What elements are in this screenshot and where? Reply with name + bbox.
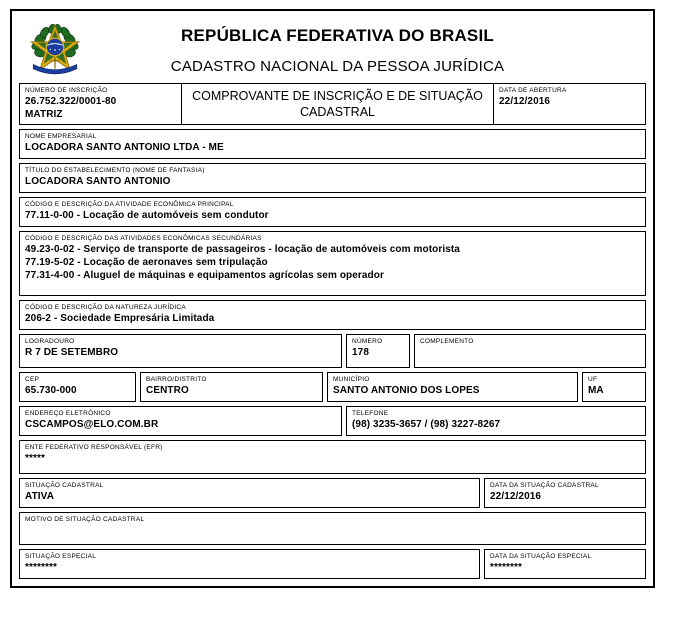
field-value: 26.752.322/0001-80 — [25, 96, 117, 107]
field-atividade-economica-principal — [19, 197, 646, 227]
field-label: ENTE FEDERATIVO RESPONSÁVEL (EFR) — [25, 444, 163, 451]
field-value: 22/12/2016 — [499, 96, 551, 107]
field-label: NOME EMPRESARIAL — [25, 133, 97, 140]
field-label: NÚMERO — [352, 338, 383, 345]
field-data-situacao-cadastral — [484, 478, 646, 508]
list-item: 77.19-5-02 - Locação de aeronaves sem tripulação — [25, 257, 268, 268]
field-label: UF — [588, 376, 598, 383]
field-value: R 7 DE SETEMBRO — [25, 347, 119, 358]
field-value: 178 — [352, 347, 369, 358]
field-logradouro — [19, 334, 342, 368]
field-situacao-cadastral — [19, 478, 480, 508]
field-data-abertura — [493, 83, 646, 125]
field-value: 65.730-000 — [25, 385, 77, 396]
document-title-text: COMPROVANTE DE INSCRIÇÃO E DE SITUAÇÃO CADASTRAL — [192, 89, 483, 119]
row-atividade-principal — [19, 197, 646, 227]
field-label: CÓDIGO E DESCRIÇÃO DAS ATIVIDADES ECONÔMICAS SECUNDÁRIAS — [25, 235, 262, 242]
field-value: 206-2 - Sociedade Empresária Limitada — [25, 313, 215, 324]
field-label: CÓDIGO E DESCRIÇÃO DA NATUREZA JURÍDICA — [25, 304, 186, 311]
header-titles — [91, 19, 646, 75]
field-label: MUNICÍPIO — [333, 376, 370, 383]
document-sheet — [10, 9, 655, 588]
field-endereco-eletronico — [19, 406, 342, 436]
field-label: TÍTULO DO ESTABELECIMENTO (NOME DE FANTASIA) — [25, 167, 205, 174]
document-type-title — [181, 83, 494, 125]
field-label: DATA DE ABERTURA — [499, 87, 567, 94]
row-endereco — [19, 334, 646, 368]
field-municipio — [327, 372, 578, 402]
field-uf — [582, 372, 646, 402]
field-bairro-distrito — [140, 372, 323, 402]
row-contato — [19, 406, 646, 436]
row-titulo-estabelecimento — [19, 163, 646, 193]
field-value: LOCADORA SANTO ANTONIO — [25, 176, 171, 187]
list-item: 49.23-0-02 - Serviço de transporte de passageiros - locação de automóveis com motorista — [25, 244, 460, 255]
brazil-coat-of-arms-icon — [29, 21, 81, 77]
field-value: ***** — [25, 453, 45, 464]
field-ente-federativo-responsavel — [19, 440, 646, 474]
field-titulo-estabelecimento — [19, 163, 646, 193]
field-numero-inscricao — [19, 83, 182, 125]
identification-row — [19, 83, 646, 125]
row-nome-empresarial — [19, 129, 646, 159]
field-motivo-situacao-cadastral — [19, 512, 646, 545]
field-telefone — [346, 406, 646, 436]
row-atividades-secundarias — [19, 231, 646, 296]
field-label: LOGRADOURO — [25, 338, 75, 345]
field-natureza-juridica — [19, 300, 646, 330]
field-value-tipo: MATRIZ — [25, 109, 63, 120]
document-header — [19, 17, 646, 83]
field-value: CENTRO — [146, 385, 189, 396]
field-value: ******** — [25, 562, 57, 573]
status-badge: ATIVA — [25, 491, 55, 502]
field-label: COMPLEMENTO — [420, 338, 474, 345]
row-efr — [19, 440, 646, 474]
field-value: ******** — [490, 562, 522, 573]
field-value: LOCADORA SANTO ANTONIO LTDA - ME — [25, 142, 224, 153]
emblem-container — [19, 19, 91, 77]
field-value: 22/12/2016 — [490, 491, 542, 502]
field-data-situacao-especial — [484, 549, 646, 579]
field-complemento — [414, 334, 646, 368]
field-value: 77.11-0-00 - Locação de automóveis sem condutor — [25, 210, 269, 221]
row-natureza-juridica — [19, 300, 646, 330]
page-title: REPÚBLICA FEDERATIVA DO BRASIL — [181, 26, 494, 45]
field-value: MA — [588, 385, 604, 396]
field-label: SITUAÇÃO CADASTRAL — [25, 482, 104, 489]
field-nome-empresarial — [19, 129, 646, 159]
list-item: 77.31-4-00 - Aluguel de máquinas e equipamentos agrícolas sem operador — [25, 270, 384, 281]
field-atividades-economicas-secundarias — [19, 231, 646, 296]
field-label: CEP — [25, 376, 40, 383]
row-situacao-especial — [19, 549, 646, 579]
field-label: ENDEREÇO ELETRÔNICO — [25, 410, 111, 417]
field-label: TELEFONE — [352, 410, 389, 417]
field-label: SITUAÇÃO ESPECIAL — [25, 553, 97, 560]
field-numero — [346, 334, 410, 368]
page-subtitle: CADASTRO NACIONAL DA PESSOA JURÍDICA — [170, 58, 505, 75]
field-label: DATA DA SITUAÇÃO ESPECIAL — [490, 553, 592, 560]
field-label: CÓDIGO E DESCRIÇÃO DA ATIVIDADE ECONÔMICA PRINCIPAL — [25, 201, 234, 208]
field-cep — [19, 372, 136, 402]
row-motivo-situacao — [19, 512, 646, 545]
field-value: CSCAMPOS@ELO.COM.BR — [25, 419, 159, 430]
field-value: SANTO ANTONIO DOS LOPES — [333, 385, 480, 396]
field-label: NÚMERO DE INSCRIÇÃO — [25, 87, 108, 94]
field-label: DATA DA SITUAÇÃO CADASTRAL — [490, 482, 599, 489]
field-situacao-especial — [19, 549, 480, 579]
field-value: (98) 3235-3657 / (98) 3227-8267 — [352, 419, 501, 430]
row-localidade — [19, 372, 646, 402]
field-label: MOTIVO DE SITUAÇÃO CADASTRAL — [25, 516, 145, 523]
row-situacao-cadastral — [19, 478, 646, 508]
field-label: BAIRRO/DISTRITO — [146, 376, 207, 383]
